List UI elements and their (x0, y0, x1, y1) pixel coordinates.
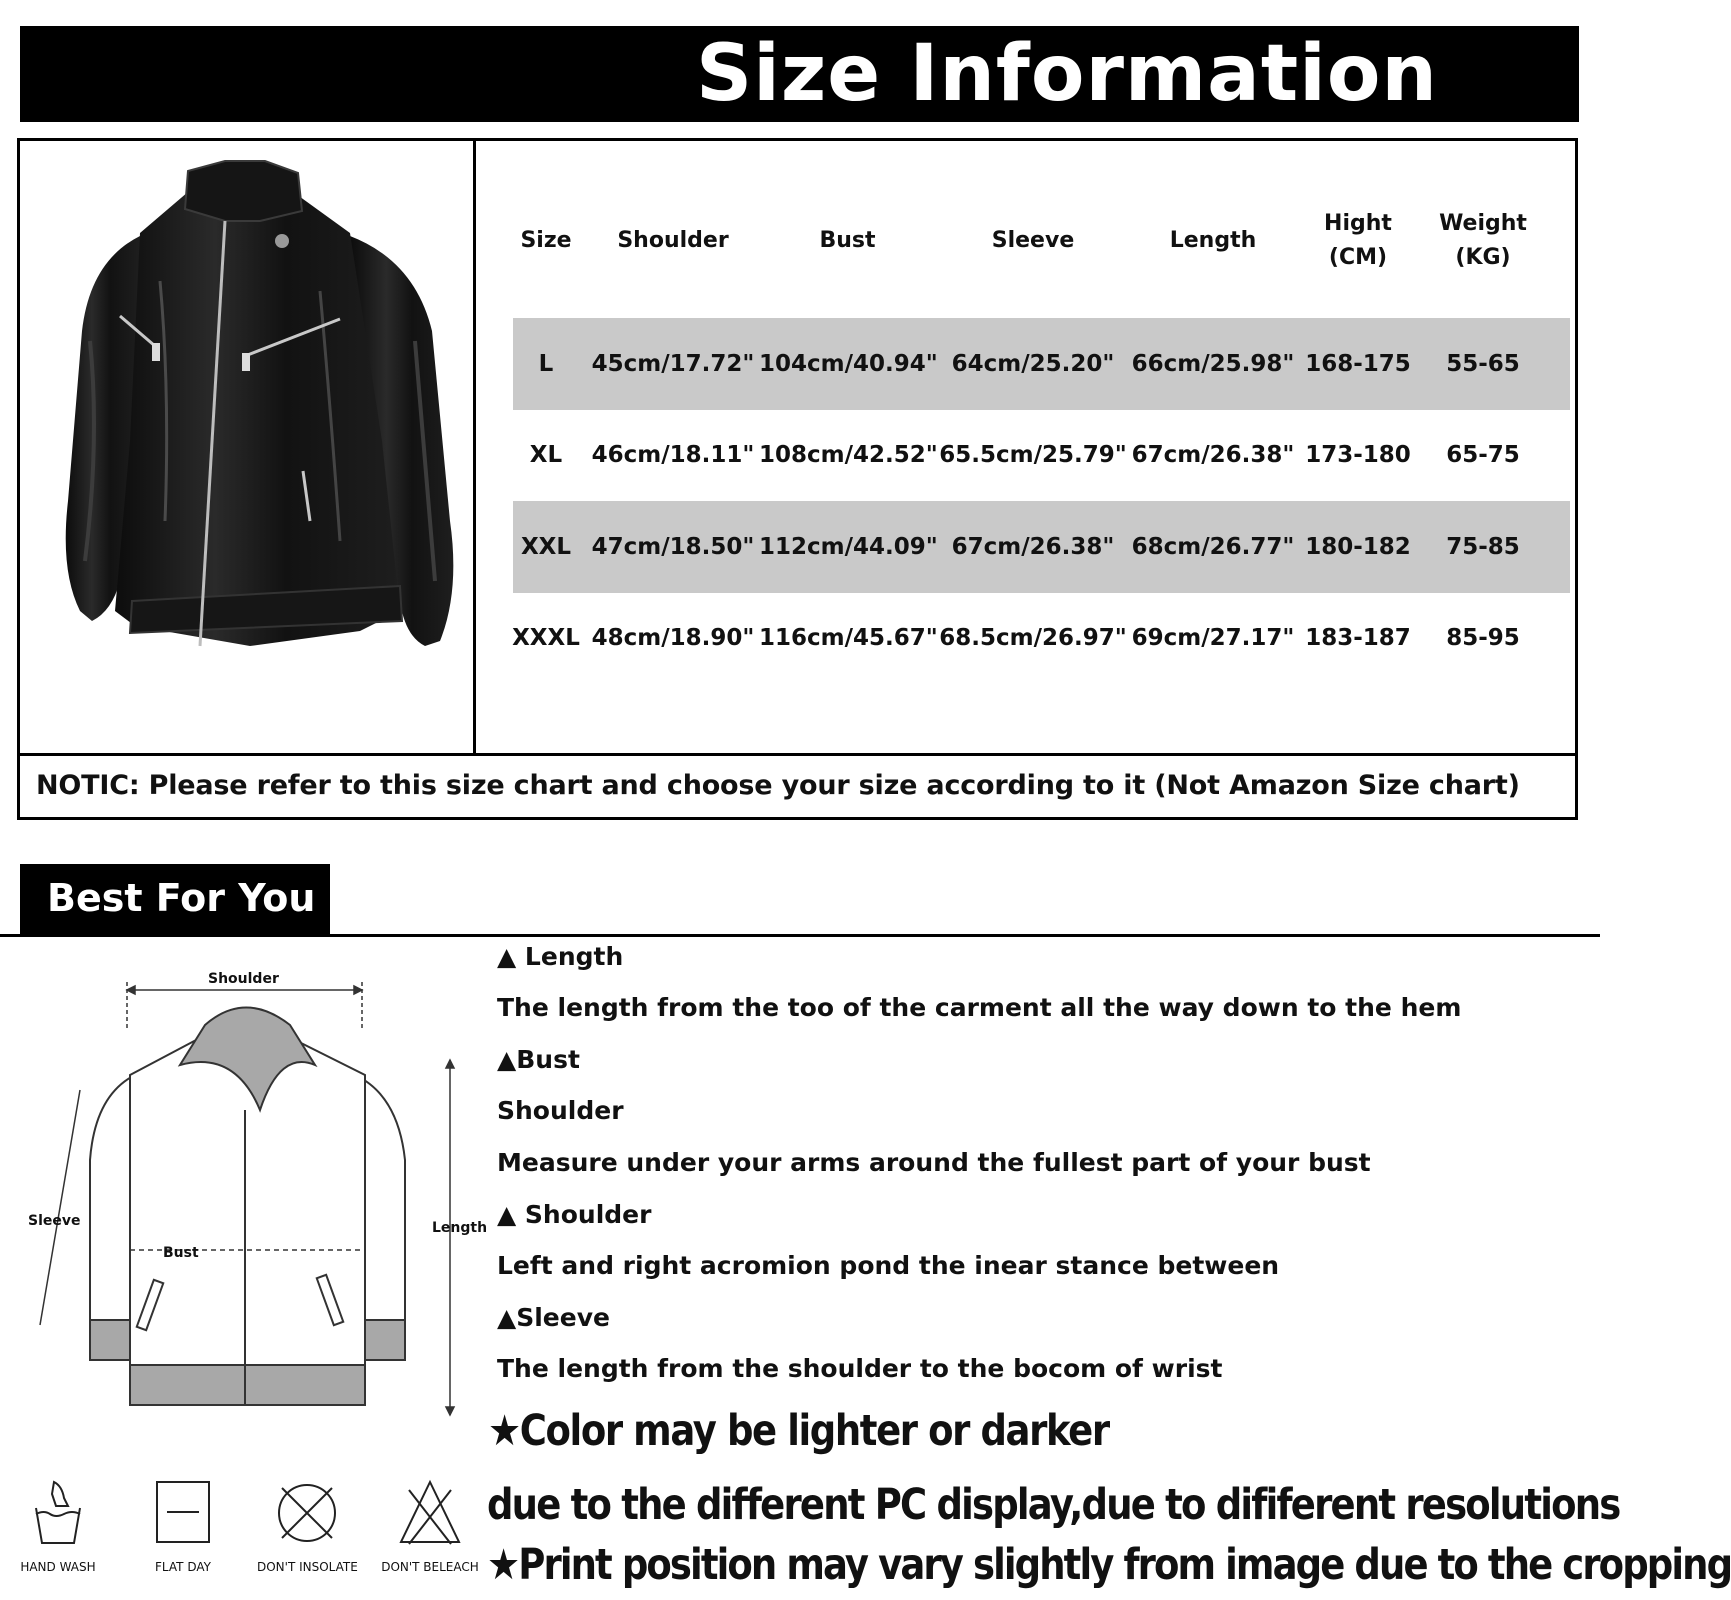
best-for-you-label: Best For You (47, 876, 316, 920)
cell-size: L (538, 351, 554, 377)
header-shoulder: Shoulder (617, 228, 729, 253)
cell-hight: 180-182 (1305, 534, 1411, 560)
care-hand-wash (8, 1478, 108, 1574)
title-bar (20, 26, 1579, 122)
header-sleeve: Sleeve (991, 228, 1075, 253)
hand-wash-icon (28, 1478, 88, 1548)
care-flat-dry (133, 1478, 233, 1574)
cell-shoulder: 46cm/18.11" (591, 442, 755, 468)
cell-length: 67cm/26.38" (1131, 442, 1295, 468)
cell-bust: 116cm/45.67" (759, 625, 938, 651)
desc-bust-text: Measure under your arms around the fullest part of your bust (497, 1148, 1371, 1177)
dont-bleach-icon (395, 1478, 465, 1548)
notice-row (20, 753, 1575, 817)
diagram-label-shoulder: Shoulder (208, 971, 279, 987)
cell-length: 66cm/25.98" (1131, 351, 1295, 377)
cell-length: 69cm/27.17" (1131, 625, 1295, 651)
cell-shoulder: 48cm/18.90" (591, 625, 755, 651)
cell-bust: 108cm/42.52" (759, 442, 938, 468)
desc-bust-heading: ▲Bust (497, 1045, 580, 1074)
desc-length-heading: ▲ Length (497, 942, 624, 971)
care-label: DON'T BELEACH (381, 1560, 479, 1574)
desc-sleeve-text: The length from the shoulder to the bocom of wrist (497, 1354, 1223, 1383)
note-display: due to the different PC display,due to dififerent resolutions (487, 1480, 1620, 1530)
cell-sleeve: 67cm/26.38" (951, 534, 1115, 560)
section-divider (0, 934, 1600, 937)
diagram-label-length: Length (432, 1220, 488, 1236)
cell-bust: 112cm/44.09" (759, 534, 938, 560)
cell-sleeve: 68.5cm/26.97" (939, 625, 1127, 651)
cell-size: XXL (520, 534, 572, 560)
cell-hight: 168-175 (1305, 351, 1411, 377)
cell-bust: 104cm/40.94" (759, 351, 938, 377)
cell-weight: 65-75 (1446, 442, 1520, 468)
header-hight-line2: (CM) (1328, 245, 1388, 270)
care-label: HAND WASH (20, 1560, 96, 1574)
note-print: ★Print position may vary slightly from image due to the cropping (487, 1540, 1731, 1590)
header-hight-line1: Hight (1324, 211, 1392, 236)
cell-size: XXXL (512, 625, 580, 651)
cell-hight: 183-187 (1305, 625, 1411, 651)
care-label: DON'T INSOLATE (257, 1560, 358, 1574)
cell-weight: 75-85 (1446, 534, 1520, 560)
care-dont-insolate (257, 1478, 357, 1574)
care-dont-bleach (380, 1478, 480, 1574)
header-length: Length (1169, 228, 1257, 253)
header-bust: Bust (819, 228, 876, 253)
product-photo-cell (20, 141, 476, 753)
jacket-photo (20, 141, 470, 751)
size-chart (17, 138, 1578, 820)
size-notice: NOTIC: Please refer to this size chart and choose your size according to it (Not Amazon Size chart) (36, 770, 1520, 801)
flat-dry-icon (153, 1478, 213, 1548)
header-weight (1423, 207, 1543, 275)
desc-shoulder-heading: ▲ Shoulder (497, 1200, 652, 1229)
dont-insolate-icon (272, 1478, 342, 1548)
cell-sleeve: 65.5cm/25.79" (939, 442, 1127, 468)
cell-shoulder: 47cm/18.50" (591, 534, 755, 560)
cell-weight: 55-65 (1446, 351, 1520, 377)
header-size: Size (520, 228, 572, 253)
best-for-you-tab (20, 864, 330, 934)
cell-length: 68cm/26.77" (1131, 534, 1295, 560)
note-color: ★Color may be lighter or darker (488, 1406, 1109, 1456)
cell-size: XL (529, 442, 563, 468)
care-label: FLAT DAY (155, 1560, 211, 1574)
diagram-label-bust: Bust (163, 1245, 199, 1261)
desc-sleeve-heading: ▲Sleeve (497, 1303, 610, 1332)
desc-shoulder-text: Left and right acromion pond the inear stance between (497, 1251, 1280, 1280)
measurement-diagram (20, 960, 480, 1430)
header-weight-line2: (KG) (1455, 245, 1511, 270)
cell-sleeve: 64cm/25.20" (951, 351, 1115, 377)
page-title: Size Information (696, 29, 1438, 119)
size-table (483, 141, 1576, 753)
desc-bust-sub: Shoulder (497, 1096, 624, 1125)
desc-length-text: The length from the too of the carment all the way down to the hem (497, 993, 1462, 1022)
cell-shoulder: 45cm/17.72" (591, 351, 755, 377)
cell-hight: 173-180 (1305, 442, 1411, 468)
header-hight (1298, 207, 1418, 275)
cell-weight: 85-95 (1446, 625, 1520, 651)
diagram-label-sleeve: Sleeve (28, 1213, 81, 1229)
header-weight-line1: Weight (1439, 211, 1527, 236)
